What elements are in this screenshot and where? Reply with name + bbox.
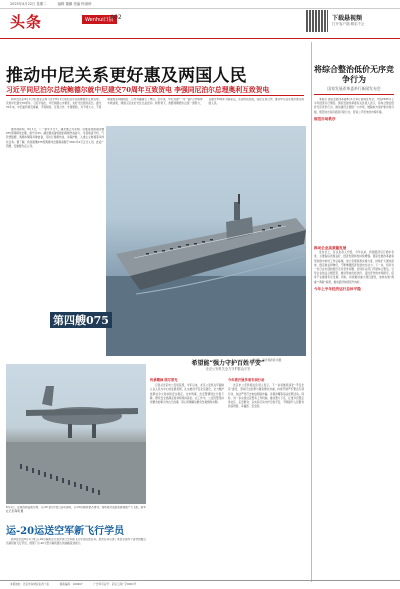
section-title: 头条 (10, 13, 43, 31)
middle-col1-text: 记者从北京市公安局获悉，今年以来，北京公安机关牢固树立以人民为中心的发展思想，扎实推进平安北京建设，全力维护首都社会大局持续安全稳定。全市刑事、治安警情同比分别下降，群众安全感满意度持续保持高位。在工作中，公安民警坚持把群众的事当作自己的事，用心用情解决群众急难愁盼问题。 (150, 384, 224, 405)
sidebar-rule (314, 94, 394, 95)
aircraft-story-title: 运-20运送空军新飞行学员 (6, 526, 125, 537)
sidebar-heading-1: 规范市场秩序 (314, 116, 336, 121)
middle-story-title: 希望能“强力守护百姓平安” (191, 360, 265, 367)
aircraft-photo-caption (6, 506, 146, 514)
aircraft-story-text: 新华社西安8月1日电 运-20运输机近日首次执行空军新飞行学员投送任务。此次任务运送了来自全国多个省份的数百名新招收飞行学员，展现了运-20大型运输机强大的战略投送能力。 (6, 538, 146, 546)
ship-story-text: 据央视新闻，8月1日，八一建军节当天，湖北舰正式亮相。该舰是我国第四艘075型两栖攻击舰，舷号为33。湖北舰具备较强的两栖作战能力，可搭载直升机、气垫登陆艇、两栖车辆等多种装备，可执行两栖作战、远海护航、人道主义救援等多样化任务。据了解，我国首艘075型两栖攻击舰海南舰于2021年4月正式入列，此后广西舰、安徽舰先后入列。 (6, 128, 104, 148)
ship-story-body (6, 128, 104, 338)
middle-col2-text: 北京市公安局相关负责人表示，下一步将继续深化“平安北京”建设，坚持打击犯罪与服务群众并重，持续开展严打整治专项行动，依法严厉打击电信网络诈骗、涉黄涉赌等违法犯罪活动。同时，进一步完善社区警务工作机制，推动警力下沉，让更多民警走进社区、走近群众，以实际行动守护百姓平安，不断提升人民群众的获得感、幸福感、安全感。 (228, 384, 304, 409)
aircraft-caption-text: 8月1日，在陕西阎良航空城，运-20飞机开放日活动现场，运-20运输机整齐排列，现场观众近距离参观国产大飞机。新华社记者 陶明 摄 (6, 506, 146, 514)
sidebar-title: 将综合整治低价无序竞争行为 (314, 64, 394, 84)
middle-story-subtitle: 北京公安机关全力守护群众平安 (205, 367, 251, 371)
headline-divider (6, 95, 304, 96)
amphibious-ship-photo (106, 126, 306, 356)
aircraft-illustration (6, 364, 146, 504)
lead-subhead: 习近平同尼泊尔总统鲍德尔就中尼建交70周年互致贺电 李强同尼泊尔总理奥利互致贺电 (6, 86, 270, 94)
middle-column-1 (150, 376, 224, 576)
footer-postcode: 邮政编码：100007 (59, 583, 83, 586)
editor-credits: 编辑 董鹏 美编 钟淑珍 (57, 2, 92, 6)
sidebar-section-1 (314, 98, 394, 240)
footer-address: 本报地址：北京市东城区东四十条 (10, 583, 49, 586)
ship-story-title: 第四艘075 (50, 312, 112, 328)
sidebar-heading-2: 推动企业高质量发展 (314, 246, 347, 250)
aircraft-photo (6, 364, 146, 504)
download-label[interactable]: 下载悬视频 (332, 15, 363, 22)
aircraft-story-body (6, 538, 146, 582)
download-sublabel: 打开客户端 精彩不止 (332, 22, 365, 26)
footer-license: 广告许可证号：京东工商广字0001号 (93, 583, 137, 586)
lead-body (6, 98, 304, 124)
sidebar-subtitle: 国家发展改革委举行新闻发布会 (327, 86, 381, 91)
sidebar-heading-3: 今年上半年经济运行总体平稳 (314, 286, 361, 291)
lead-headline: 推动中尼关系更好惠及两国人民 (6, 66, 247, 86)
sidebar-body-2: 发布会上，有关负责人介绍，今年以来，我国经济运行稳中有进，主要指标表现良好，经济发展韧性持续增强。国家发展改革委将坚持稳中求进工作总基调，加大宏观政策实施力度，持续扩大国内需求，稳定就业和物价，不断增强经济发展内生动力。下一步，将针对一些行业出现的低价无序竞争问题，会同有关部门开展综合整治，引导企业依法合规经营，推动形成优质优价、良性竞争的市场秩序，促进产业健康有序发展。同时，持续推进重大项目建设，加快实施“两重”“两新”政策，推动经济持续回升向好。 (314, 251, 394, 284)
issue-date: 2025年4月22日 星期二 (10, 2, 47, 6)
ship-story-subtitle: 湖北舰亮相 (54, 327, 89, 336)
ship-photo-caption: 湖北舰。海洋局新闻 供图 (252, 359, 282, 362)
ship-illustration (106, 126, 306, 356)
middle-heading-1: 传承精神 续写荣光 (150, 378, 178, 382)
lead-body-text: 新华社北京8月1日电 国家主席习近平8月1日同尼泊尔总统鲍德尔互致贺电，庆祝中尼建交70周年。习近平指出，中尼两国山水相连，友好交往源远流长。建交70年来，中尼始终相互尊重、平等相待、互利合作、守望相助，为不同大小、不同制度国家和睦相处、合作共赢树立了典范。近年来，中尼共建“一带一路”合作取得丰硕成果，两国人民友好交往日益密切。新形势下，我愿同鲍德尔总统一道努力，以建交70周年为新起点，弘扬传统友谊，深化互利合作，推动中尼关系更好惠及两国人民。 (6, 98, 304, 110)
newspaper-logo: Wenhui日报 (82, 15, 117, 24)
qr-code-icon[interactable] (306, 10, 328, 32)
middle-column-2 (228, 376, 304, 576)
sidebar-body-1: 本报讯 国家发展改革委8月1日举行新闻发布会，介绍2025年上半年经济运行情况。国家发展改革委有关负责人表示，将综合整治低价无序竞争行为，推动建设全国统一大市场，破除地方保护和市场分割，规范地方政府招商引资行为，营造公平竞争的市场环境。 (314, 98, 394, 114)
middle-heading-2: 今年将开展多项专项行动 (228, 378, 265, 382)
page-number: A02 (110, 14, 122, 21)
sidebar-section-2 (314, 244, 394, 578)
